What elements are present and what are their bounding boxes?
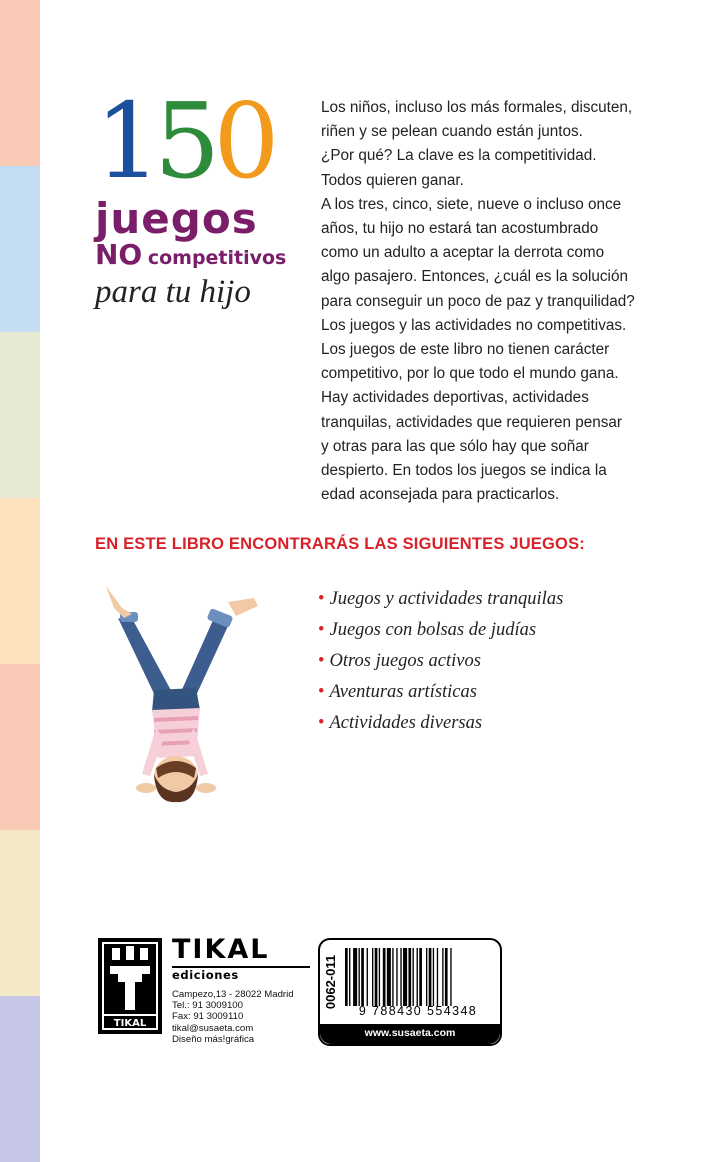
barcode-bar [417,948,418,1006]
product-code [320,940,340,1024]
color-stripe [0,166,40,332]
color-stripe [0,830,40,996]
title-competitivos: competitivos [147,247,287,269]
barcode-bar [387,948,391,1006]
barcode-bar [379,948,380,1006]
description-text [321,96,651,507]
barcode-bar [349,948,350,1006]
barcode-bar [450,948,451,1006]
description-line: como un adulto a aceptar la derrota como [321,244,605,262]
barcode-bar [361,948,364,1006]
barcode-bar [400,948,401,1006]
list-item-label: Juegos con bolsas de judías [329,620,537,640]
description-line: Los niños, incluso los más formales, discuten, [321,99,633,116]
barcode-bar [419,948,422,1006]
title-digit: 0 [213,80,273,202]
bullet-icon: • [318,620,325,640]
book-title [95,80,295,310]
barcode-bars [345,948,485,1006]
list-item [318,615,563,646]
description-line: tranquilas, actividades que requieren pensar [321,413,623,431]
title-number [95,80,295,202]
bullet-icon: • [318,589,325,609]
barcode-bar [372,948,373,1006]
address-line: Fax: 91 3009110 [172,1011,244,1023]
tikal-logo [98,938,162,1034]
barcode-bar [437,948,438,1006]
color-stripe [0,0,40,166]
bullet-icon: • [318,651,325,671]
barcode-bar [345,948,348,1006]
barcode-bar [408,948,411,1006]
barcode-bar [403,948,407,1006]
list-item [318,646,563,677]
list-item-label: Actividades diversas [329,713,483,733]
barcode-bar [375,948,378,1006]
tikal-logo-text: TIKAL [113,1018,147,1029]
title-no: NO [95,238,143,271]
description-line: competitivo, por lo que todo el mundo gana. [321,365,619,383]
description-line: algo pasajero. Entonces, ¿cuál es la solución [321,268,628,286]
list-item [318,708,563,739]
address-line: tikal@susaeta.com [172,1022,254,1034]
description-line: A los tres, cinco, siete, nueve o incluso once [321,195,622,213]
barcode-bar [429,948,432,1006]
description-line: Hay actividades deportivas, actividades [321,389,589,407]
description-line: ¿Por qué? La clave es la competitividad. [321,147,597,165]
publisher-address [172,989,294,1045]
color-stripe [0,498,40,664]
color-stripe [0,996,40,1162]
description-line: para conseguir un poco de paz y tranquilidad? [321,292,635,310]
title-digit: 1 [95,80,155,202]
color-stripes [0,0,40,1143]
list-item [318,584,563,615]
description-line: Los juegos de este libro no tienen carácter [321,341,610,359]
title-para-tu-hijo: para tu hijo [95,274,251,310]
publisher-subtitle: ediciones [172,968,239,982]
address-line: Tel.: 91 3009100 [172,1000,243,1012]
barcode-bar [353,948,357,1006]
barcode-bar [383,948,386,1006]
barcode-bar [359,948,360,1006]
barcode-bar [433,948,434,1006]
title-no-competitivos [95,240,295,274]
website-url: www.susaeta.com [364,1027,456,1039]
description-line: Los juegos y las actividades no competitivas. [321,316,627,334]
barcode-bar [426,948,427,1006]
list-item-label: Aventuras artísticas [329,682,477,702]
barcode-bar [442,948,443,1006]
list-item [318,677,563,708]
description-line: y otras para las que sólo hay que soñar [321,437,589,455]
list-item-label: Juegos y actividades tranquilas [329,589,564,609]
barcode-bar [392,948,393,1006]
title-digit: 5 [154,80,214,202]
barcode-bar [367,948,368,1006]
games-list [318,584,563,739]
title-juegos: juegos [95,194,258,243]
publisher-name: TIKAL [172,934,270,965]
barcode-bar [396,948,397,1006]
product-code-text: 0062-011 [323,954,338,1010]
description-line: riñen y se pelean cuando están juntos. [321,123,583,141]
address-line: Diseño más!gráfica [172,1033,255,1045]
address-line: Campezo,13 - 28022 Madrid [172,989,294,1000]
barcode-bar [413,948,414,1006]
isbn-number: 9 788430 554348 [358,1004,478,1018]
color-stripe [0,664,40,830]
color-stripe [0,332,40,498]
list-item-label: Otros juegos activos [329,651,481,671]
bullet-icon: • [318,682,325,702]
description-line: Todos quieren ganar. [321,171,464,189]
bullet-icon: • [318,713,325,733]
child-handstand-photo [96,578,276,810]
description-line: despierto. En todos los juegos se indica la [321,462,607,480]
description-line: años, tu hijo no estará tan acostumbrado [321,220,599,238]
section-heading: EN ESTE LIBRO ENCONTRARÁS LAS SIGUIENTES JUEGOS: [95,535,585,553]
barcode-bar [445,948,448,1006]
description-line: edad aconsejada para practicarlos. [321,486,560,504]
